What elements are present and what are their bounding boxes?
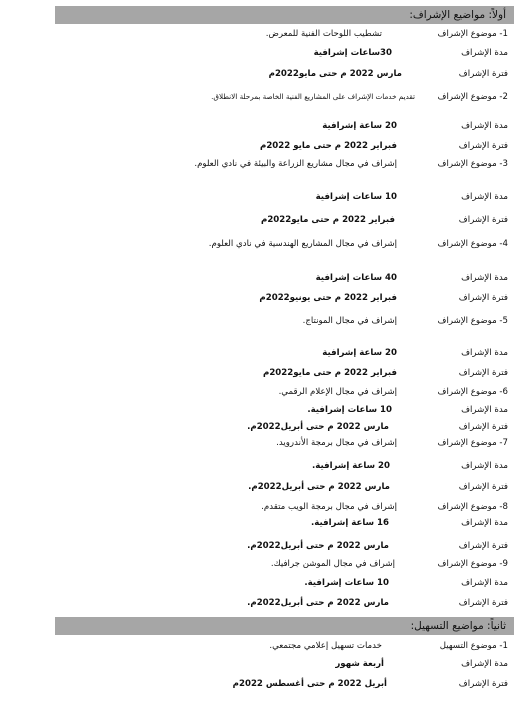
row-label: 3- موضوع الإشراف: [437, 159, 508, 169]
row-value: 10 ساعات إشرافية.: [307, 405, 392, 415]
row-label: فترة الإشراف: [458, 69, 508, 79]
row-value: تشطيب اللوحات الفنية للمعرض.: [265, 29, 382, 39]
supervision-topic-5-row: [0, 314, 522, 328]
supervision-duration-7-row: [0, 459, 522, 473]
supervision-period-2-row: [0, 139, 522, 153]
supervision-duration-1-row: [0, 46, 522, 60]
row-value: 20 ساعة إشرافية: [322, 348, 397, 358]
row-value: إشراف في مجال الإعلام الرقمي.: [278, 387, 397, 397]
facilitation-period-1-row: [0, 677, 522, 691]
row-label: فترة الإشراف: [458, 141, 508, 151]
row-label: 9- موضوع الإشراف: [437, 559, 508, 569]
supervision-duration-3-row: [0, 190, 522, 204]
row-label: فترة الإشراف: [458, 679, 508, 689]
supervision-duration-8-row: [0, 516, 522, 530]
row-label: 8- موضوع الإشراف: [437, 502, 508, 512]
row-label: 1- موضوع التسهيل: [439, 641, 508, 651]
facilitation-topic-1-row: [0, 639, 522, 653]
row-value: فبراير 2022 م حتى مايو2022م: [263, 368, 397, 378]
supervision-period-9-row: [0, 596, 522, 610]
row-value: مارس 2022 م حتى أبريل2022م.: [247, 541, 389, 551]
row-label: فترة الإشراف: [458, 598, 508, 608]
supervision-topic-9-row: [0, 557, 522, 571]
supervision-topic-4-row: [0, 237, 522, 251]
supervision-duration-6-row: [0, 403, 522, 417]
row-value: مارس 2022 م حتى مايو2022م: [268, 69, 402, 79]
supervision-topic-7-row: [0, 436, 522, 450]
supervision-period-6-row: [0, 420, 522, 434]
supervision-period-4-row: [0, 291, 522, 305]
row-value: 30ساعات إشرافية: [313, 48, 392, 58]
section-heading-facilitation: ثانياً: مواضيع التسهيل:: [55, 617, 514, 635]
row-label: فترة الإشراف: [458, 422, 508, 432]
row-value: إشراف في مجال مشاريع الزراعة والبيئة في نادي العلوم.: [194, 159, 397, 169]
row-value: 10 ساعات إشرافية: [315, 192, 397, 202]
row-label: فترة الإشراف: [458, 482, 508, 492]
supervision-duration-2-row: [0, 119, 522, 133]
row-value: مارس 2022 م حتى أبريل2022م.: [247, 422, 389, 432]
supervision-topic-3-row: [0, 157, 522, 171]
supervision-duration-5-row: [0, 346, 522, 360]
row-label: 7- موضوع الإشراف: [437, 438, 508, 448]
section-heading-supervision: أولاً: مواضيع الإشراف:: [55, 6, 514, 24]
row-label: مدة الإشراف: [461, 659, 508, 669]
row-label: 5- موضوع الإشراف: [437, 316, 508, 326]
row-value: إشراف في مجال المشاريع الهندسية في نادي العلوم.: [208, 239, 397, 249]
row-label: مدة الإشراف: [461, 273, 508, 283]
row-value: أبريل 2022 م حتى أغسطس 2022م: [232, 679, 387, 689]
row-label: 4- موضوع الإشراف: [437, 239, 508, 249]
row-label: 1- موضوع الإشراف: [437, 29, 508, 39]
row-value: إشراف في مجال برمجة الويب متقدم.: [261, 502, 397, 512]
row-label: فترة الإشراف: [458, 215, 508, 225]
row-value: فبراير 2022 م حتى يونيو2022م: [259, 293, 397, 303]
row-label: مدة الإشراف: [461, 192, 508, 202]
row-label: مدة الإشراف: [461, 461, 508, 471]
supervision-topic-8-row: [0, 500, 522, 514]
row-label: مدة الإشراف: [461, 578, 508, 588]
row-value: خدمات تسهيل إعلامي مجتمعي.: [269, 641, 382, 651]
row-value: مارس 2022 م حتى أبريل2022م.: [248, 482, 390, 492]
row-label: مدة الإشراف: [461, 518, 508, 528]
row-value: مارس 2022 م حتى أبريل2022م.: [247, 598, 389, 608]
row-value: 10 ساعات إشرافية.: [304, 578, 389, 588]
row-value: إشراف في مجال الموشن جرافيك.: [270, 559, 395, 569]
row-value: 40 ساعات إشرافية: [315, 273, 397, 283]
row-value: 20 ساعة إشرافية: [322, 121, 397, 131]
row-value: 20 ساعة إشرافية.: [311, 461, 390, 471]
row-value: فبراير 2022 م حتى مايو 2022م: [260, 141, 397, 151]
supervision-period-5-row: [0, 366, 522, 380]
supervision-topic-2-row: [0, 90, 522, 104]
row-label: فترة الإشراف: [458, 293, 508, 303]
supervision-period-8-row: [0, 539, 522, 553]
supervision-duration-9-row: [0, 576, 522, 590]
row-label: مدة الإشراف: [461, 48, 508, 58]
row-label: مدة الإشراف: [461, 348, 508, 358]
supervision-topic-1-row: [0, 27, 522, 41]
supervision-period-1-row: [0, 67, 522, 81]
row-label: مدة الإشراف: [461, 121, 508, 131]
supervision-period-3-row: [0, 213, 522, 227]
row-label: فترة الإشراف: [458, 368, 508, 378]
supervision-topic-6-row: [0, 385, 522, 399]
row-label: 6- موضوع الإشراف: [437, 387, 508, 397]
row-value: تقديم خدمات الإشراف على المشاريع الفنية الخاصة بمرحلة الانطلاق.: [211, 92, 415, 101]
row-value: إشراف في مجال برمجة الأندرويد.: [276, 438, 397, 448]
supervision-period-7-row: [0, 480, 522, 494]
row-label: 2- موضوع الإشراف: [437, 92, 508, 102]
row-value: أربعة شهور: [335, 659, 384, 669]
facilitation-duration-1-row: [0, 657, 522, 671]
row-value: 16 ساعة إشرافية.: [310, 518, 389, 528]
row-value: إشراف في مجال المونتاج.: [302, 316, 397, 326]
row-label: فترة الإشراف: [458, 541, 508, 551]
supervision-duration-4-row: [0, 271, 522, 285]
row-label: مدة الإشراف: [461, 405, 508, 415]
row-value: فبراير 2022 م حتى مايو2022م: [261, 215, 395, 225]
